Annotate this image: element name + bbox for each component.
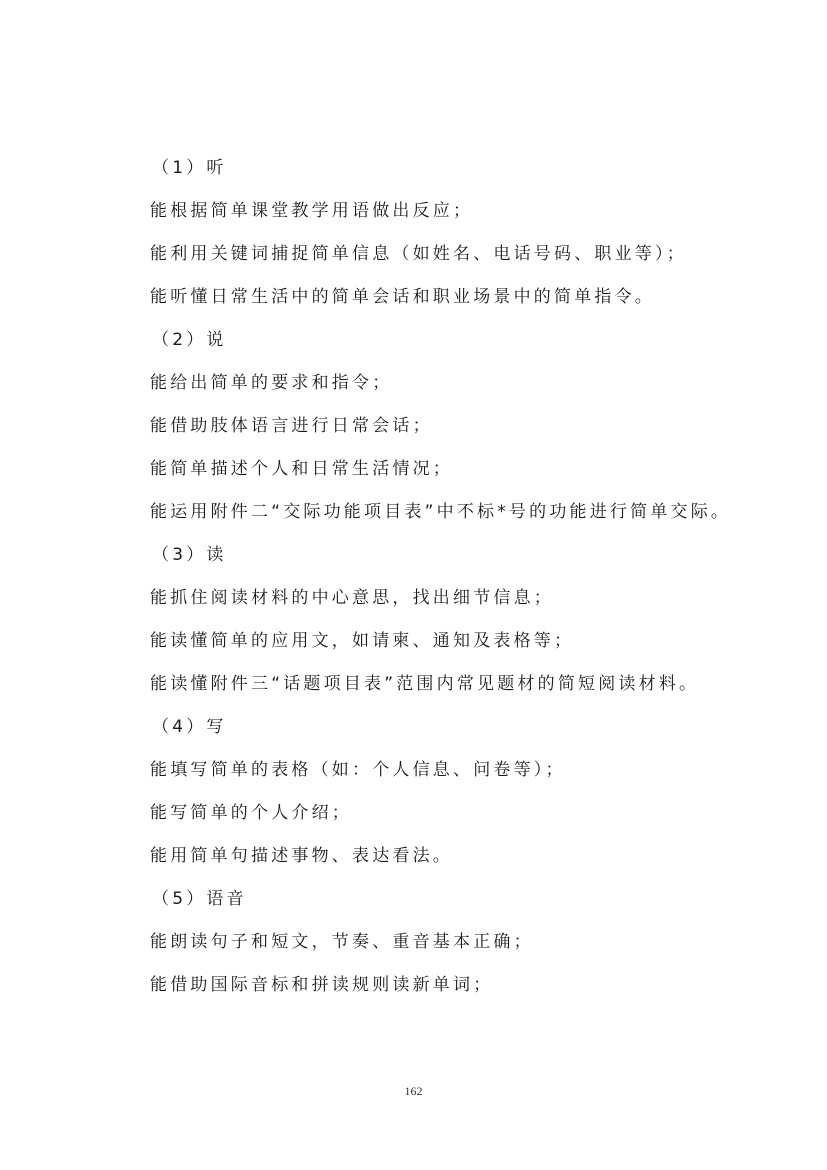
paragraph-line: 能抓住阅读材料的中心意思，找出细节信息； [150,588,554,608]
paragraph-line: 能运用附件二“交际功能项目表”中不标*号的功能进行简单交际。 [150,502,732,522]
section-heading-writing: （4）写 [152,717,227,737]
paragraph-line: 能简单描述个人和日常生活情况； [150,459,453,479]
paragraph-line: 能根据简单课堂教学用语做出反应； [150,201,474,221]
paragraph-line: 能填写简单的表格（如：个人信息、问卷等）； [150,760,566,780]
paragraph-line: 能用简单句描述事物、表达看法。 [150,846,453,866]
paragraph-line: 能写简单的个人介绍； [150,803,352,823]
paragraph-line: 能利用关键词捕捉简单信息（如姓名、电话号码、职业等）； [150,244,687,264]
section-heading-reading: （3）读 [152,545,227,565]
paragraph-line: 能给出简单的要求和指令； [150,373,393,393]
paragraph-line: 能借助肢体语言进行日常会话； [150,416,433,436]
paragraph-line: 能借助国际音标和拼读规则读新单词； [150,975,494,995]
paragraph-line: 能听懂日常生活中的简单会话和职业场景中的简单指令。 [150,287,655,307]
paragraph-line: 能读懂简单的应用文，如请柬、通知及表格等； [150,631,575,651]
paragraph-line: 能朗读句子和短文，节奏、重音基本正确； [150,932,534,952]
section-heading-speaking: （2）说 [152,330,227,350]
section-heading-listening: （1）听 [152,158,227,178]
page-number: 162 [404,1084,423,1098]
paragraph-line: 能读懂附件三“话题项目表”范围内常见题材的简短阅读材料。 [150,674,700,694]
section-heading-pronunciation: （5）语音 [152,889,247,909]
